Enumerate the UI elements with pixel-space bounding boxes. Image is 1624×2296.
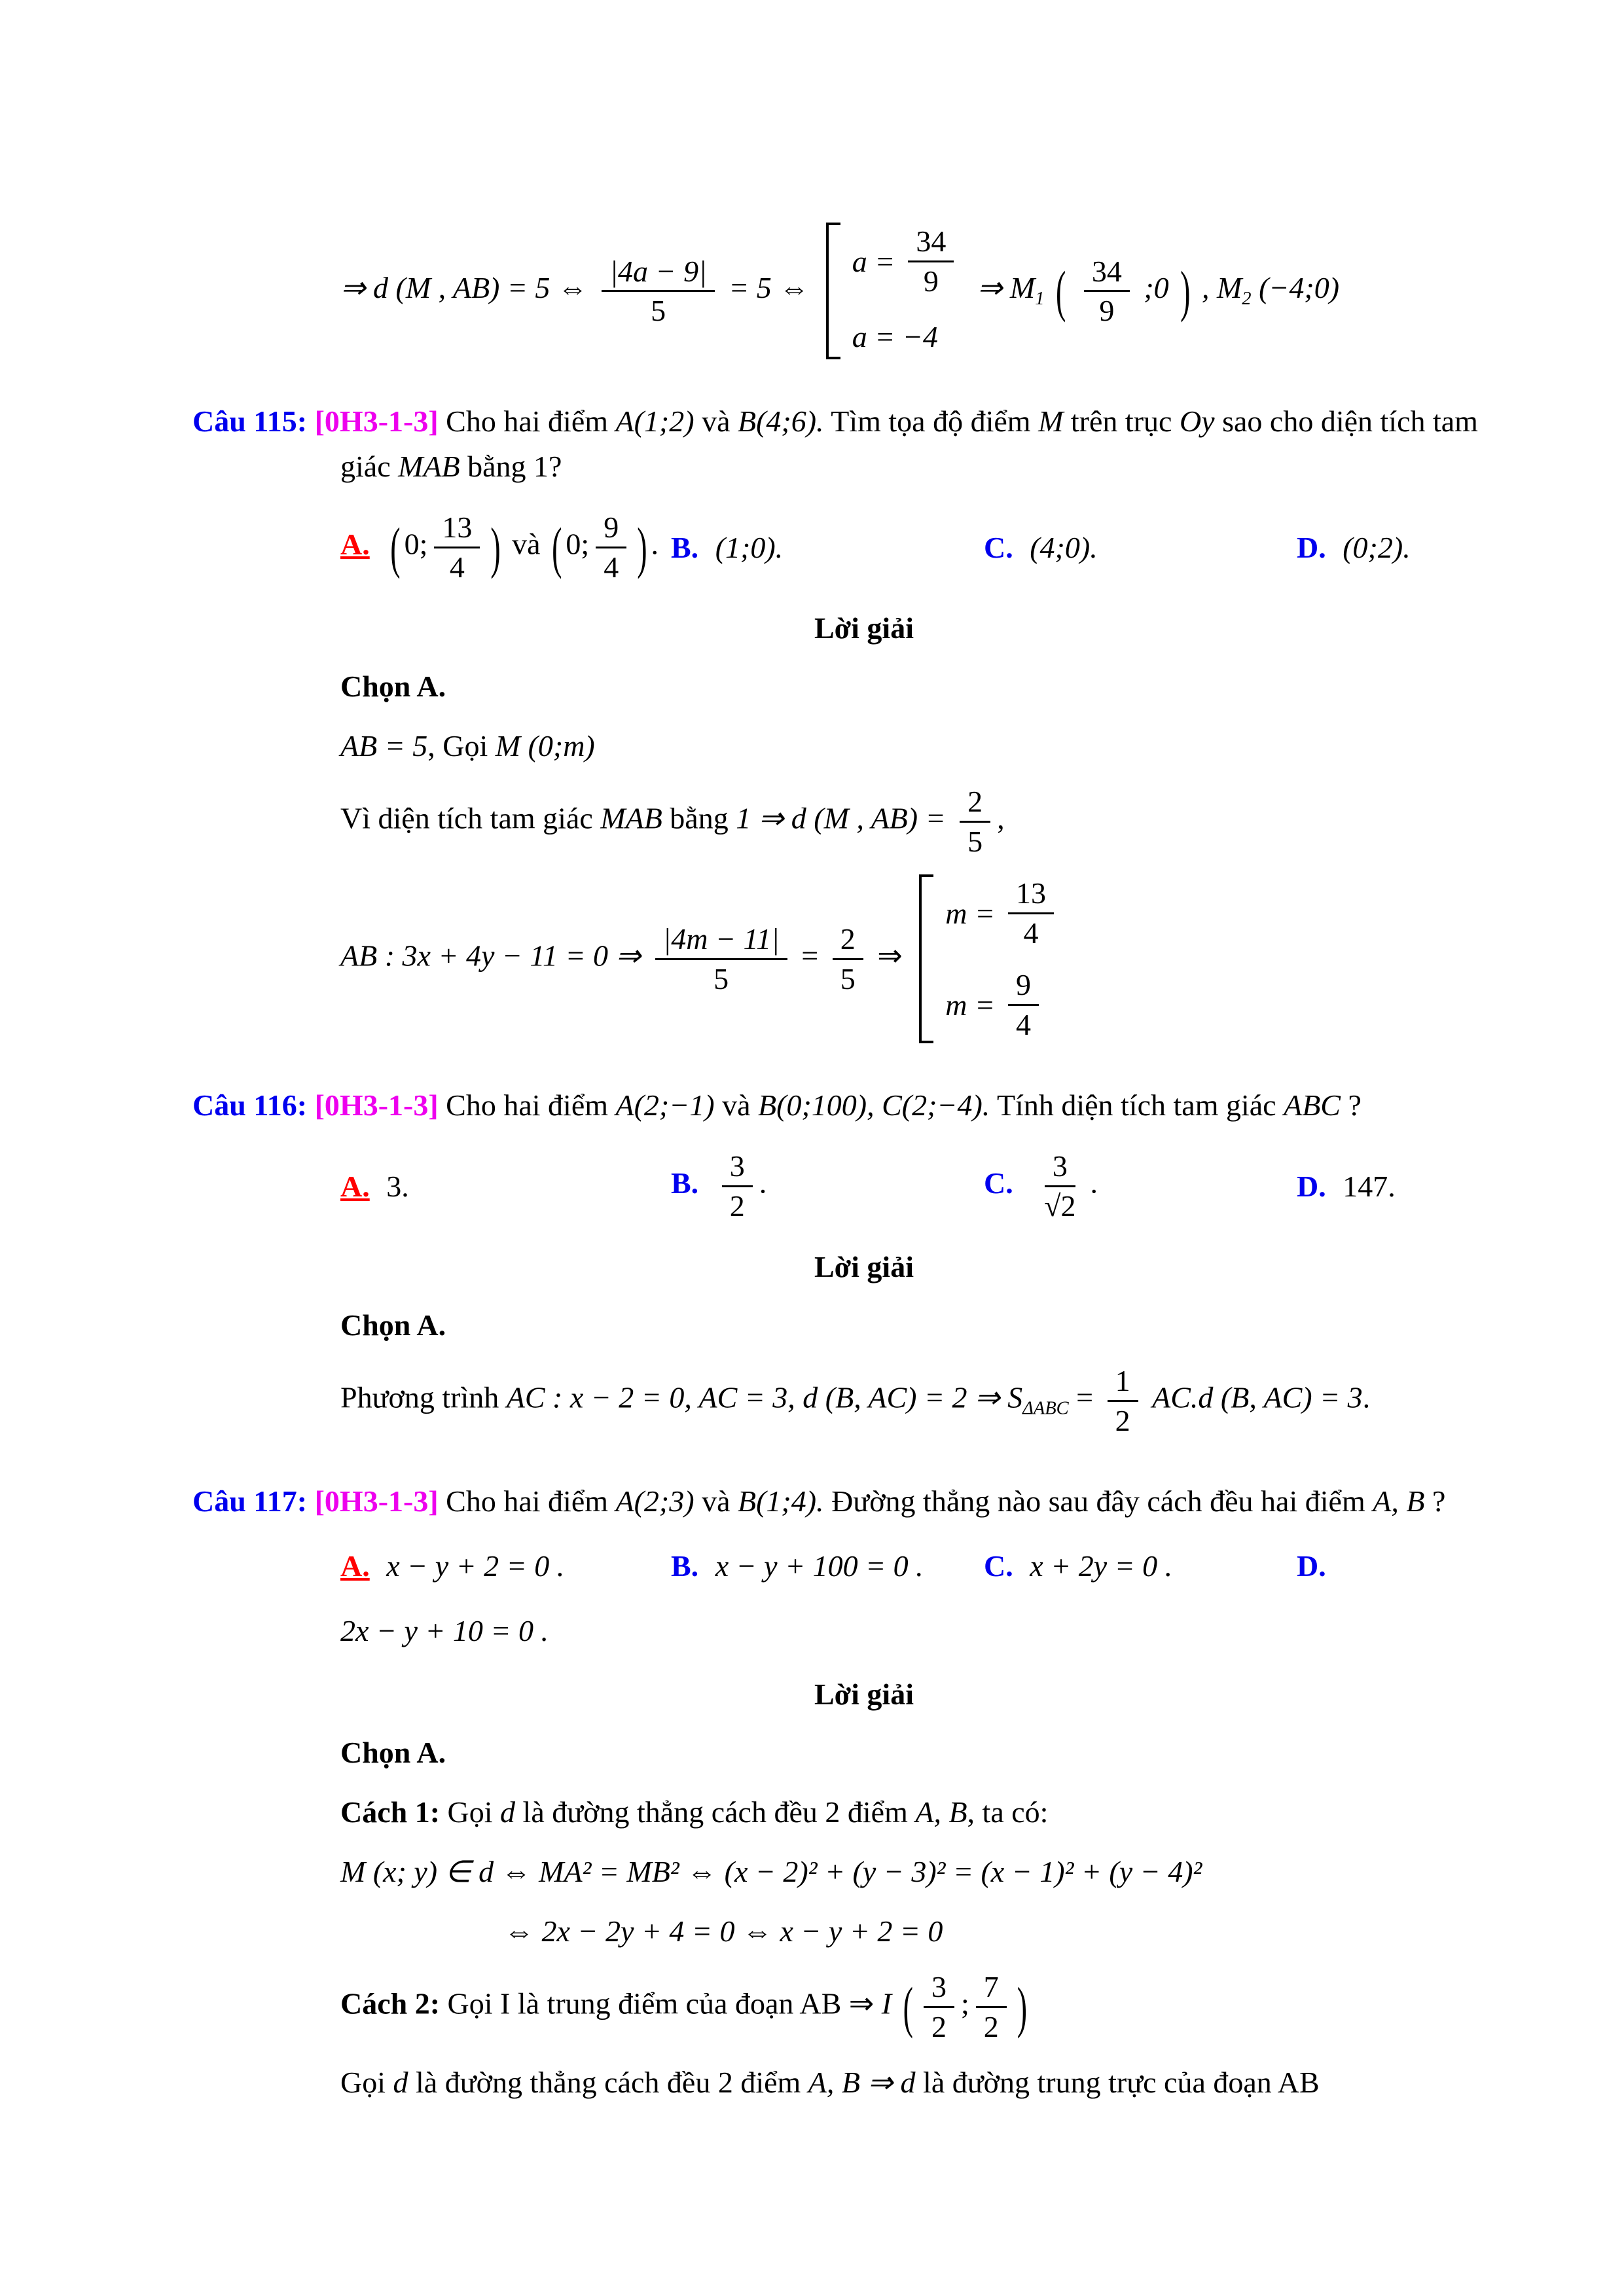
method-label: Cách 2: [340,1986,441,2020]
fraction [1084,253,1130,330]
option-text: . [1090,1166,1098,1200]
stem-text: Cho hai điểm [446,404,609,438]
math-text: Oy [1179,404,1215,438]
case-row [945,874,1060,952]
option-c [984,1543,1297,1588]
fraction-denominator: 5 [967,824,983,858]
math-text: ⇒ M [977,271,1036,305]
math-text: MAB [398,450,460,483]
topic-tag: [0H3-1-3] [314,1484,439,1518]
solution-text: là đường thẳng cách đều 2 điểm [522,1795,908,1829]
fraction-denominator: 9 [923,264,939,298]
math-text: ABC [1284,1088,1341,1122]
solution-text: . [1362,1380,1371,1414]
math-text: A, B [915,1795,967,1829]
fraction [596,509,626,586]
math-text: = [1076,1380,1094,1414]
formula-line-top [340,223,1536,359]
option-text: 147. [1343,1169,1396,1203]
math-text: m = [945,896,996,930]
math-text: B(4;6). [738,404,824,438]
math-text: ⇒ [877,939,903,973]
question-116-stem [192,1083,1536,1128]
option-c [984,1147,1297,1225]
solution-text: Vì diện tích tam giác [340,801,593,835]
option-d [1297,1543,1536,1588]
solution-text: bằng [670,801,729,835]
fraction [833,920,863,997]
option-d [1297,525,1536,570]
option-text: x − y + 100 = 0 . [715,1549,924,1583]
option-b-label: B. [671,1166,699,1200]
option-text: (1;0). [715,530,784,564]
stem-text: ? [1432,1484,1446,1518]
option-c [984,525,1297,570]
question-number-label: Câu 117: [192,1484,308,1518]
stem-text: và [722,1088,751,1122]
solution-line [504,1909,1536,1954]
big-right-paren: ) [490,515,501,579]
option-c-label: C. [984,1166,1013,1200]
math-text: 0; [404,527,428,561]
fraction [602,253,714,330]
solution-line [340,874,1536,1043]
solution-text: là đường thẳng cách đều 2 điểm [416,2066,801,2099]
big-right-paren: ) [1180,259,1191,323]
solution-text: Gọi [340,2066,386,2099]
math-text: AC.d (B, AC) = 3 [1152,1380,1363,1414]
option-d [1297,1164,1536,1209]
topic-tag: [0H3-1-3] [314,1088,439,1122]
left-square-bracket-icon [919,874,933,1043]
solution-text: Gọi [447,1795,493,1829]
math-text: a = −4 [852,320,938,353]
solution-text: Gọi I là trung điểm của đoạn AB ⇒ [447,1986,875,2020]
solution-line [340,1849,1536,1894]
math-text: m = [945,988,996,1022]
math-text: B(0;100), C(2;−4). [758,1088,990,1122]
left-square-bracket-icon [826,223,840,359]
cases-bracket [826,223,961,359]
option-b-label: B. [671,530,699,564]
solution-text: , Gọi [427,729,488,762]
fraction-denominator: 5 [713,961,729,996]
math-text: M (0;m) [495,729,595,762]
option-a [340,509,671,586]
option-d-label: D. [1297,530,1326,564]
math-text: ⇔ 2x − 2y + 4 = 0 ⇔ x − y + 2 = 0 [504,1914,943,1948]
solution-text: , ta có: [967,1795,1049,1829]
option-b [671,1147,984,1225]
option-b-label: B. [671,1549,699,1583]
big-right-paren: ) [637,515,647,579]
fraction-numerator: |4m − 11| [655,920,787,960]
solution-line [340,723,1536,768]
math-text: A(2;−1) [615,1088,715,1122]
option-a-label: A. [340,1549,370,1583]
option-text: 3. [386,1169,409,1203]
case-row [852,223,961,300]
option-text: và [512,527,541,561]
option-text: . [651,527,659,561]
solution-line [340,2060,1536,2105]
math-text: (−4;0) [1259,271,1340,305]
math-text: 0; [566,527,590,561]
fraction-numerator: 7 [976,1968,1007,2008]
option-a-label: A. [340,1169,370,1203]
stem-text: ? [1348,1088,1362,1122]
math-text: M [1038,404,1064,438]
option-a [340,1543,671,1588]
stem-text: điểm [1305,1484,1365,1518]
stem-text: và [702,1484,731,1518]
math-text: = 5 ⇔ [729,271,810,305]
fraction-numerator: 9 [596,509,626,548]
subscript: 2 [1242,289,1252,310]
case-row [852,314,961,359]
fraction [960,783,990,860]
stem-text: và [702,404,731,438]
solution-heading: Lời giải [814,1677,914,1711]
fraction-denominator: 2 [983,2009,999,2043]
fraction-numerator: 3 [722,1147,753,1187]
fraction [1008,966,1039,1043]
math-text: ; [960,1986,969,2020]
option-b [671,525,984,570]
question-115-options [340,509,1536,586]
cases-bracket [919,874,1060,1043]
math-text: = [801,939,819,973]
big-left-paren: ( [390,515,401,579]
option-c-label: C. [984,530,1013,564]
option-d-label: D. [1297,1549,1326,1583]
solution-line [340,783,1536,860]
option-text: (0;2). [1343,530,1411,564]
fraction [1008,874,1054,952]
fraction-numerator: 13 [434,509,480,548]
option-text: (4;0). [1030,530,1098,564]
math-text: M (x; y) ∈ d ⇔ MA² = MB² ⇔ (x − 2)² + (y − 3)² = (x − 1)² + (y − 4)² [340,1855,1202,1888]
math-text: AB = 5 [340,729,428,762]
option-text: 2x − y + 10 = 0 . [340,1614,549,1647]
stem-text: Tìm tọa độ điểm [831,404,1031,438]
fraction [434,509,480,586]
fraction [1036,1147,1083,1225]
stem-text: Cho hai điểm [446,1088,609,1122]
option-c-label: C. [984,1549,1013,1583]
fraction-denominator: 9 [1099,294,1115,327]
fraction-numerator: 2 [833,920,863,960]
solution-heading: Lời giải [814,611,914,645]
fraction [976,1968,1007,2045]
fraction-numerator: |4a − 9| [602,253,714,293]
question-number-label: Câu 116: [192,1088,308,1122]
option-b [671,1543,984,1588]
question-117-stem [192,1479,1536,1524]
chosen-answer: Chọn A. [340,1736,446,1769]
question-117-options [340,1543,1536,1588]
method-label: Cách 1: [340,1795,441,1829]
subscript: ΔABC [1022,1398,1069,1419]
stem-text: Đường thẳng nào sau đây cách đều hai [831,1484,1298,1518]
math-text: I [881,1986,892,2020]
math-text: 1 ⇒ d (M , AB) = [736,801,946,835]
math-text: , M [1201,271,1242,305]
fraction [722,1147,753,1225]
big-left-paren: ( [552,515,562,579]
solution-line [340,1968,1536,2045]
solution-text: Phương trình [340,1380,499,1414]
fraction [655,920,787,997]
fraction [924,1968,954,2045]
option-d-content [340,1608,1536,1653]
math-text: d [500,1795,516,1829]
option-text: . [759,1166,767,1200]
solution-text: là đường trung trực của đoạn AB [923,2066,1320,2099]
option-text: x − y + 2 = 0 . [386,1549,565,1583]
fraction-numerator: 13 [1008,874,1054,914]
fraction-numerator: 3 [924,1968,954,2008]
fraction [908,223,954,300]
math-text: AB : 3x + 4y − 11 = 0 ⇒ [340,939,641,973]
solution-text: , [997,801,1005,835]
math-text: B(1;4). [738,1484,824,1518]
math-text: A, B [1373,1484,1425,1518]
fraction-denominator: 4 [1016,1007,1032,1041]
math-text: ;0 [1144,271,1169,305]
big-right-paren: ) [1017,1975,1028,2039]
option-text: x + 2y = 0 . [1030,1549,1173,1583]
stem-text: sao cho diện tích tam giác [340,404,1478,483]
math-text: A(1;2) [615,404,695,438]
fraction [1108,1362,1138,1439]
fraction-numerator: 3 [1045,1147,1075,1187]
math-text: A(2;3) [615,1484,695,1518]
question-number-label: Câu 115: [192,404,308,438]
fraction-denominator: 2 [931,2009,947,2043]
stem-text: trên trục [1070,404,1172,438]
fraction-numerator: 1 [1108,1362,1138,1402]
question-116-options [340,1147,1536,1225]
solution-line [340,1362,1536,1439]
question-115-stem [192,399,1536,489]
math-text: MAB [600,801,662,835]
cases-rows [945,874,1060,1043]
fraction-denominator: 4 [449,550,465,584]
chosen-answer: Chọn A. [340,1308,446,1342]
case-row [945,966,1060,1043]
math-text: AC : x − 2 = 0, AC = 3, d (B, AC) = 2 ⇒ S [506,1380,1023,1414]
stem-text: bằng 1? [467,450,562,483]
chosen-answer: Chọn A. [340,670,446,703]
big-left-paren: ( [1055,259,1066,323]
fraction-denominator: 4 [1023,916,1039,950]
math-text: a = [852,244,895,278]
fraction-denominator: 2 [1115,1403,1130,1437]
fraction-numerator: 34 [908,223,954,262]
fraction-denominator: 5 [651,294,666,327]
subscript: 1 [1035,289,1045,310]
fraction-denominator: √2 [1044,1189,1076,1223]
math-text: A, B ⇒ d [808,2066,916,2099]
option-a-label: A. [340,527,370,561]
big-left-paren: ( [903,1975,913,2039]
fraction-numerator: 9 [1008,966,1039,1006]
cases-rows [852,223,961,359]
topic-tag: [0H3-1-3] [314,404,439,438]
fraction-numerator: 2 [960,783,990,823]
math-text: d [393,2066,408,2099]
option-a [340,1164,671,1209]
stem-text: Cho hai điểm [446,1484,609,1518]
stem-text: Tính diện tích tam giác [996,1088,1276,1122]
fraction-denominator: 5 [840,961,856,996]
solution-line [340,1789,1536,1835]
fraction-denominator: 4 [604,550,619,584]
math-text: ⇒ d (M , AB) = 5 ⇔ [340,271,588,305]
fraction-numerator: 34 [1084,253,1130,293]
fraction-denominator: 2 [729,1189,745,1223]
option-d-label: D. [1297,1169,1326,1203]
solution-heading: Lời giải [814,1250,914,1283]
